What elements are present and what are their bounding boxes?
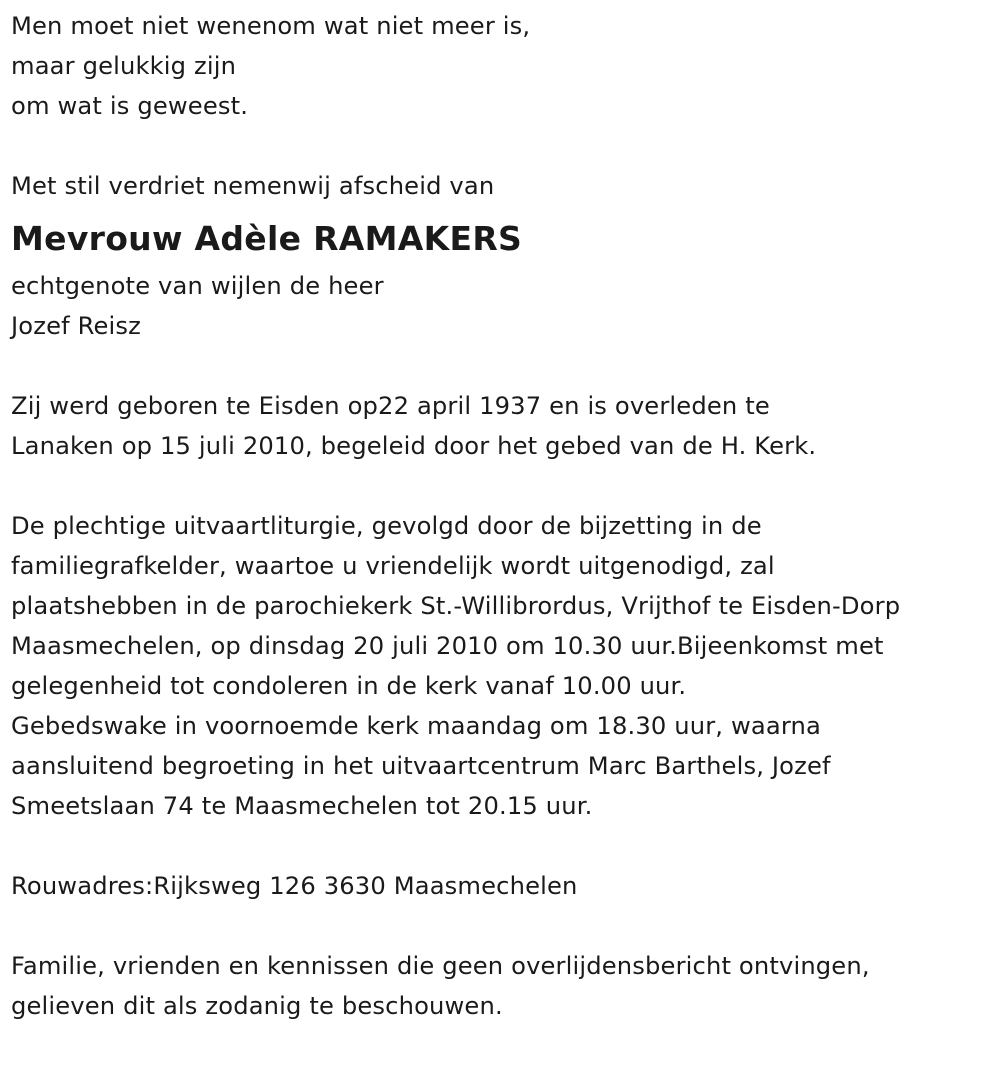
address-line: Rouwadres:Rijksweg 126 3630 Maasmechelen [11,872,578,900]
spacer [11,346,996,386]
ceremony-block [11,506,996,826]
intro-line: Met stil verdriet nemenwij afscheid van [11,172,495,200]
obituary-document [11,6,996,1026]
ceremony-line: Smeetslaan 74 te Maasmechelen tot 20.15 uur. [11,792,593,820]
closing-line: gelieven dit als zodanig te beschouwen. [11,992,503,1020]
closing-block [11,946,996,1026]
birth-death-line: Lanaken op 15 juli 2010, begeleid door het gebed van de H. Kerk. [11,432,817,460]
ceremony-line: aansluitend begroeting in het uitvaartcentrum Marc Barthels, Jozef [11,752,831,780]
ceremony-line: familiegrafkelder, waartoe u vriendelijk wordt uitgenodigd, zal [11,552,775,580]
spacer [11,906,996,946]
poem-block [11,6,996,126]
poem-line: Men moet niet wenenom wat niet meer is, [11,12,531,40]
spacer [11,466,996,506]
ceremony-line: plaatshebben in de parochiekerk St.-Willibrordus, Vrijthof te Eisden-Dorp [11,592,901,620]
spouse-block [11,266,996,346]
poem-line: om wat is geweest. [11,92,249,120]
birth-death-block [11,386,996,466]
ceremony-line: Maasmechelen, op dinsdag 20 juli 2010 om 10.30 uur.Bijeenkomst met [11,632,884,660]
ceremony-line: De plechtige uitvaartliturgie, gevolgd door de bijzetting in de [11,512,762,540]
birth-death-line: Zij werd geboren te Eisden op22 april 1937 en is overleden te [11,392,770,420]
spouse-line: echtgenote van wijlen de heer [11,272,384,300]
spacer [11,126,996,166]
ceremony-line: Gebedswake in voornoemde kerk maandag om 18.30 uur, waarna [11,712,821,740]
spouse-line: Jozef Reisz [11,312,141,340]
deceased-name: Mevrouw Adèle RAMAKERS [11,219,523,258]
ceremony-line: gelegenheid tot condoleren in de kerk vanaf 10.00 uur. [11,672,687,700]
poem-line: maar gelukkig zijn [11,52,237,80]
closing-line: Familie, vrienden en kennissen die geen overlijdensbericht ontvingen, [11,952,870,980]
spacer [11,826,996,866]
